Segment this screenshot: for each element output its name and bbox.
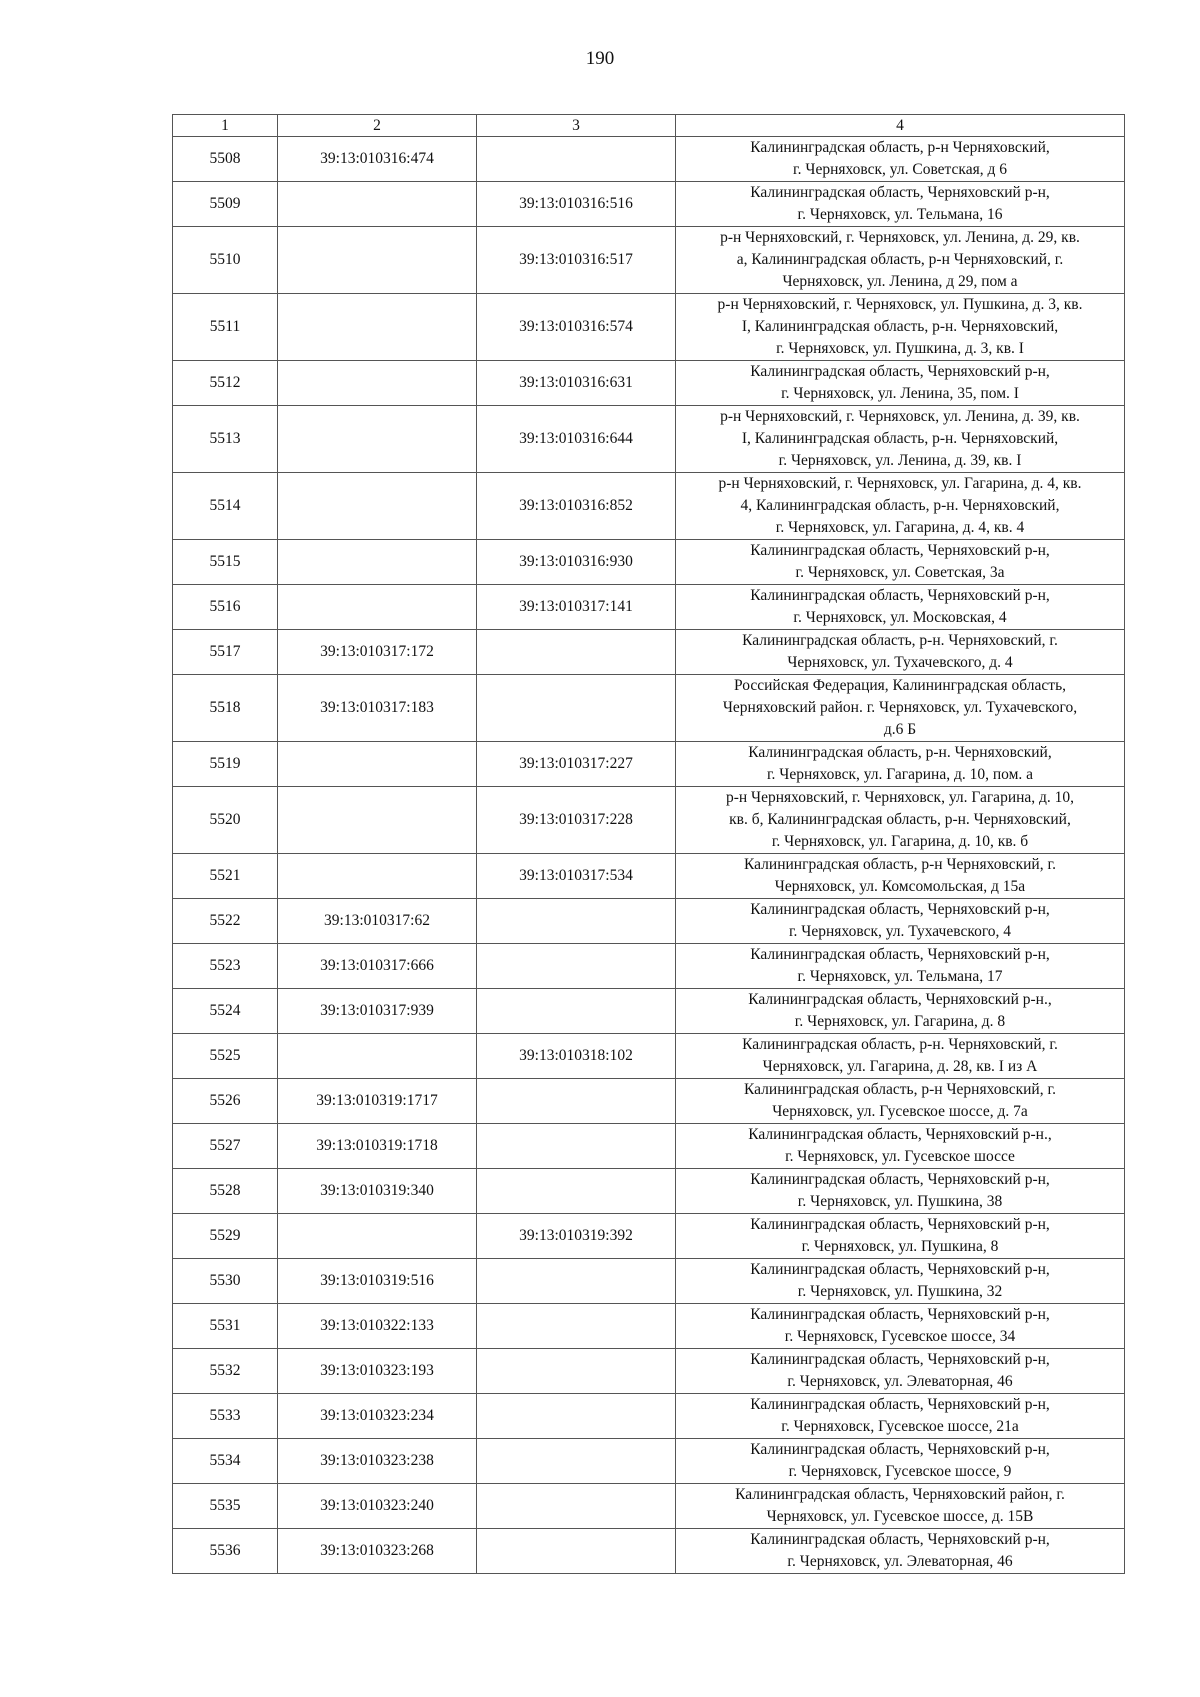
row-number-cell: 5517 [173, 630, 278, 675]
address-line: Калининградская область, р-н. Черняховский, г. [742, 1036, 1058, 1053]
table-row [173, 227, 1125, 294]
table-row [173, 1259, 1125, 1304]
table-row [173, 1349, 1125, 1394]
row-number-cell: 5511 [173, 294, 278, 361]
address-line: г. Черняховск, ул. Элеваторная, 46 [787, 1553, 1013, 1570]
cadastral-number-cell: 39:13:010316:516 [477, 182, 676, 227]
address-cell [676, 137, 1125, 182]
cadastral-number-cell: 39:13:010319:1718 [278, 1124, 477, 1169]
cadastral-number-cell [278, 182, 477, 227]
table-row [173, 1394, 1125, 1439]
address-line: г. Черняховск, Гусевское шоссе, 9 [788, 1463, 1012, 1480]
address-line: г. Черняховск, ул. Советская, д 6 [793, 161, 1007, 178]
table-row [173, 182, 1125, 227]
table-row [173, 361, 1125, 406]
address-line: Калининградская область, Черняховский р-н, [750, 1441, 1050, 1458]
address-line: Калининградская область, Черняховский р-н, [750, 184, 1050, 201]
cadastral-number-cell: 39:13:010317:183 [278, 675, 477, 742]
table-row [173, 1439, 1125, 1484]
cadastral-number-cell [278, 473, 477, 540]
cadastral-number-cell: 39:13:010323:238 [278, 1439, 477, 1484]
address-cell [676, 1214, 1125, 1259]
address-cell [676, 1079, 1125, 1124]
row-number-cell: 5527 [173, 1124, 278, 1169]
cadastral-number-cell: 39:13:010323:193 [278, 1349, 477, 1394]
cadastral-number-cell [477, 944, 676, 989]
address-cell [676, 227, 1125, 294]
address-cell [676, 1439, 1125, 1484]
address-line: г. Черняховск, ул. Гагарина, д. 10, пом. а [766, 766, 1034, 783]
row-number-cell: 5526 [173, 1079, 278, 1124]
address-cell [676, 406, 1125, 473]
table-row [173, 787, 1125, 854]
cadastral-number-cell: 39:13:010317:666 [278, 944, 477, 989]
page-number: 190 [585, 48, 615, 69]
cadastral-number-cell: 39:13:010317:228 [477, 787, 676, 854]
address-line: Черняховск, ул. Гагарина, д. 28, кв. I из А [762, 1058, 1038, 1075]
address-line: Черняховск, ул. Комсомольская, д 15а [774, 878, 1026, 895]
cadastral-number-cell: 39:13:010317:227 [477, 742, 676, 787]
table-row [173, 1304, 1125, 1349]
address-line: I, Калининградская область, р-н. Черняховский, [741, 318, 1059, 335]
cadastral-number-cell: 39:13:010317:141 [477, 585, 676, 630]
cadastral-number-cell: 39:13:010323:240 [278, 1484, 477, 1529]
address-line: г. Черняховск, ул. Ленина, д. 39, кв. I [778, 452, 1022, 469]
address-cell [676, 1124, 1125, 1169]
address-line: г. Черняховск, ул. Гагарина, д. 4, кв. 4 [775, 519, 1025, 536]
address-line: Калининградская область, Черняховский р-н., [748, 991, 1052, 1008]
row-number-cell: 5523 [173, 944, 278, 989]
cadastral-number-cell [477, 1124, 676, 1169]
table-row [173, 1169, 1125, 1214]
address-line: Калининградская область, Черняховский р-н., [748, 1126, 1052, 1143]
address-line: г. Черняховск, ул. Тельмана, 17 [797, 968, 1003, 985]
row-number-cell: 5536 [173, 1529, 278, 1574]
row-number-cell: 5509 [173, 182, 278, 227]
cadastral-number-cell [477, 137, 676, 182]
address-line: I, Калининградская область, р-н. Черняховский, [741, 430, 1059, 447]
column-header: 1 [173, 115, 278, 137]
address-line: г. Черняховск, ул. Ленина, 35, пом. I [781, 385, 1019, 402]
cadastral-number-cell [477, 1394, 676, 1439]
address-line: Черняховск, ул. Тухачевского, д. 4 [787, 654, 1013, 671]
cadastral-number-cell: 39:13:010319:340 [278, 1169, 477, 1214]
cadastral-number-cell: 39:13:010317:172 [278, 630, 477, 675]
address-cell [676, 540, 1125, 585]
address-line: г. Черняховск, ул. Гагарина, д. 10, кв. б [771, 833, 1029, 850]
address-line: г. Черняховск, ул. Советская, 3а [795, 564, 1005, 581]
cadastral-number-cell: 39:13:010317:534 [477, 854, 676, 899]
cadastral-number-cell [278, 1034, 477, 1079]
row-number-cell: 5519 [173, 742, 278, 787]
cadastral-number-cell [278, 361, 477, 406]
cadastral-number-cell: 39:13:010316:644 [477, 406, 676, 473]
cadastral-number-cell: 39:13:010316:930 [477, 540, 676, 585]
cadastral-number-cell [278, 406, 477, 473]
address-line: р-н Черняховский, г. Черняховск, ул. Гагарина, д. 10, [725, 789, 1075, 806]
table-row [173, 1214, 1125, 1259]
table-row [173, 540, 1125, 585]
cadastral-number-cell: 39:13:010317:62 [278, 899, 477, 944]
cadastral-number-cell: 39:13:010316:517 [477, 227, 676, 294]
cadastral-number-cell [477, 1304, 676, 1349]
row-number-cell: 5515 [173, 540, 278, 585]
table-row [173, 675, 1125, 742]
row-number-cell: 5513 [173, 406, 278, 473]
cadastral-number-cell [477, 630, 676, 675]
address-cell [676, 1259, 1125, 1304]
address-line: Калининградская область, Черняховский р-н, [750, 587, 1050, 604]
address-line: г. Черняховск, ул. Пушкина, д. 3, кв. I [776, 340, 1024, 357]
header-row [173, 115, 1125, 137]
cadastral-number-cell [477, 1169, 676, 1214]
address-line: Калининградская область, Черняховский р-н, [750, 1351, 1050, 1368]
address-cell [676, 1034, 1125, 1079]
cadastral-number-cell: 39:13:010319:1717 [278, 1079, 477, 1124]
address-line: г. Черняховск, Гусевское шоссе, 21а [781, 1418, 1019, 1435]
address-cell [676, 1304, 1125, 1349]
address-line: р-н Черняховский, г. Черняховск, ул. Пушкина, д. 3, кв. [717, 296, 1083, 313]
cadastral-number-cell: 39:13:010316:474 [278, 137, 477, 182]
table-row [173, 1034, 1125, 1079]
address-cell [676, 1349, 1125, 1394]
row-number-cell: 5530 [173, 1259, 278, 1304]
address-cell [676, 630, 1125, 675]
cadastral-number-cell [477, 675, 676, 742]
address-cell [676, 1484, 1125, 1529]
cadastral-number-cell: 39:13:010316:852 [477, 473, 676, 540]
address-cell [676, 675, 1125, 742]
address-line: г. Черняховск, Гусевское шоссе, 34 [784, 1328, 1016, 1345]
cadastral-number-cell [278, 540, 477, 585]
table-row [173, 1529, 1125, 1574]
row-number-cell: 5533 [173, 1394, 278, 1439]
address-line: г. Черняховск, ул. Московская, 4 [793, 609, 1007, 626]
address-cell [676, 1529, 1125, 1574]
address-cell [676, 182, 1125, 227]
row-number-cell: 5535 [173, 1484, 278, 1529]
cadastral-number-cell [477, 989, 676, 1034]
address-line: Калининградская область, р-н Черняховский, [750, 139, 1050, 156]
column-header: 4 [676, 115, 1125, 137]
address-line: Черняховск, ул. Ленина, д 29, пом а [782, 273, 1018, 290]
cadastral-number-cell: 39:13:010317:939 [278, 989, 477, 1034]
address-cell [676, 989, 1125, 1034]
address-cell [676, 787, 1125, 854]
address-cell [676, 1169, 1125, 1214]
address-line: Калининградская область, р-н Черняховский, г. [744, 856, 1056, 873]
row-number-cell: 5521 [173, 854, 278, 899]
row-number-cell: 5532 [173, 1349, 278, 1394]
row-number-cell: 5525 [173, 1034, 278, 1079]
cadastral-number-cell: 39:13:010316:574 [477, 294, 676, 361]
address-cell [676, 1394, 1125, 1439]
table-row [173, 630, 1125, 675]
row-number-cell: 5512 [173, 361, 278, 406]
address-cell [676, 294, 1125, 361]
address-line: Калининградская область, р-н. Черняховский, г. [742, 632, 1058, 649]
cadastral-number-cell [477, 899, 676, 944]
row-number-cell: 5524 [173, 989, 278, 1034]
table-row [173, 585, 1125, 630]
address-line: Калининградская область, Черняховский р-н, [750, 1171, 1050, 1188]
cadastral-number-cell [477, 1484, 676, 1529]
address-cell [676, 361, 1125, 406]
address-cell [676, 854, 1125, 899]
address-line: Калининградская область, Черняховский р-н, [750, 1396, 1050, 1413]
cadastral-number-cell: 39:13:010323:268 [278, 1529, 477, 1574]
address-line: Черняховск, ул. Гусевское шоссе, д. 7а [772, 1103, 1028, 1120]
address-cell [676, 742, 1125, 787]
table-row [173, 294, 1125, 361]
cadastral-number-cell [477, 1259, 676, 1304]
cadastral-table [172, 114, 1125, 1574]
cadastral-number-cell: 39:13:010318:102 [477, 1034, 676, 1079]
address-line: а, Калининградская область, р-н Черняховский, г. [736, 251, 1064, 268]
address-line: г. Черняховск, ул. Тухачевского, 4 [788, 923, 1012, 940]
cadastral-number-cell [278, 787, 477, 854]
address-line: г. Черняховск, ул. Пушкина, 38 [797, 1193, 1003, 1210]
address-cell [676, 899, 1125, 944]
cadastral-number-cell [477, 1529, 676, 1574]
row-number-cell: 5534 [173, 1439, 278, 1484]
address-line: г. Черняховск, ул. Тельмана, 16 [797, 206, 1003, 223]
address-line: г. Черняховск, ул. Гусевское шоссе [785, 1148, 1015, 1165]
address-line: Черняховский район. г. Черняховск, ул. Тухачевского, [722, 699, 1078, 716]
address-line: Российская Федерация, Калининградская область, [733, 677, 1067, 694]
cadastral-number-cell: 39:13:010319:516 [278, 1259, 477, 1304]
cadastral-number-cell: 39:13:010316:631 [477, 361, 676, 406]
row-number-cell: 5522 [173, 899, 278, 944]
address-line: Калининградская область, Черняховский р-н, [750, 901, 1050, 918]
row-number-cell: 5510 [173, 227, 278, 294]
row-number-cell: 5518 [173, 675, 278, 742]
cadastral-number-cell [477, 1439, 676, 1484]
column-header: 2 [278, 115, 477, 137]
address-line: Калининградская область, Черняховский р-н, [750, 363, 1050, 380]
address-line: р-н Черняховский, г. Черняховск, ул. Ленина, д. 39, кв. [720, 408, 1080, 425]
cadastral-number-cell: 39:13:010323:234 [278, 1394, 477, 1439]
cadastral-number-cell [278, 742, 477, 787]
address-line: 4, Калининградская область, р-н. Черняховский, [740, 497, 1060, 514]
row-number-cell: 5520 [173, 787, 278, 854]
cadastral-number-cell [278, 294, 477, 361]
address-line: Калининградская область, Черняховский р-н, [750, 1216, 1050, 1233]
table-row [173, 899, 1125, 944]
address-line: кв. б, Калининградская область, р-н. Черняховский, [729, 811, 1071, 828]
address-cell [676, 473, 1125, 540]
row-number-cell: 5516 [173, 585, 278, 630]
table-row [173, 1484, 1125, 1529]
table-row [173, 406, 1125, 473]
table-row [173, 473, 1125, 540]
cadastral-number-cell [477, 1349, 676, 1394]
address-line: р-н Черняховский, г. Черняховск, ул. Гагарина, д. 4, кв. [718, 475, 1082, 492]
address-line: д.6 Б [883, 721, 917, 738]
address-line: р-н Черняховский, г. Черняховск, ул. Ленина, д. 29, кв. [720, 229, 1080, 246]
row-number-cell: 5528 [173, 1169, 278, 1214]
row-number-cell: 5508 [173, 137, 278, 182]
table-row [173, 989, 1125, 1034]
address-line: Черняховск, ул. Гусевское шоссе, д. 15В [766, 1508, 1034, 1525]
address-line: Калининградская область, Черняховский район, г. [735, 1486, 1065, 1503]
cadastral-number-cell [278, 585, 477, 630]
address-line: г. Черняховск, ул. Пушкина, 8 [801, 1238, 999, 1255]
table-row [173, 742, 1125, 787]
cadastral-number-cell: 39:13:010322:133 [278, 1304, 477, 1349]
cadastral-number-cell: 39:13:010319:392 [477, 1214, 676, 1259]
row-number-cell: 5531 [173, 1304, 278, 1349]
address-line: г. Черняховск, ул. Гагарина, д. 8 [794, 1013, 1006, 1030]
cadastral-number-cell [278, 854, 477, 899]
cadastral-number-cell [278, 1214, 477, 1259]
address-line: Калининградская область, р-н. Черняховский, [748, 744, 1052, 761]
address-line: Калининградская область, Черняховский р-н, [750, 1306, 1050, 1323]
table-row [173, 137, 1125, 182]
table-row [173, 854, 1125, 899]
column-header: 3 [477, 115, 676, 137]
table-row [173, 944, 1125, 989]
row-number-cell: 5529 [173, 1214, 278, 1259]
address-line: Калининградская область, Черняховский р-н, [750, 1261, 1050, 1278]
address-line: г. Черняховск, ул. Элеваторная, 46 [787, 1373, 1013, 1390]
table-row [173, 1124, 1125, 1169]
address-line: Калининградская область, Черняховский р-н, [750, 542, 1050, 559]
address-line: г. Черняховск, ул. Пушкина, 32 [797, 1283, 1003, 1300]
cadastral-number-cell [278, 227, 477, 294]
row-number-cell: 5514 [173, 473, 278, 540]
address-cell [676, 944, 1125, 989]
address-line: Калининградская область, Черняховский р-н, [750, 1531, 1050, 1548]
address-line: Калининградская область, р-н Черняховский, г. [744, 1081, 1056, 1098]
address-line: Калининградская область, Черняховский р-н, [750, 946, 1050, 963]
cadastral-number-cell [477, 1079, 676, 1124]
address-cell [676, 585, 1125, 630]
table-row [173, 1079, 1125, 1124]
